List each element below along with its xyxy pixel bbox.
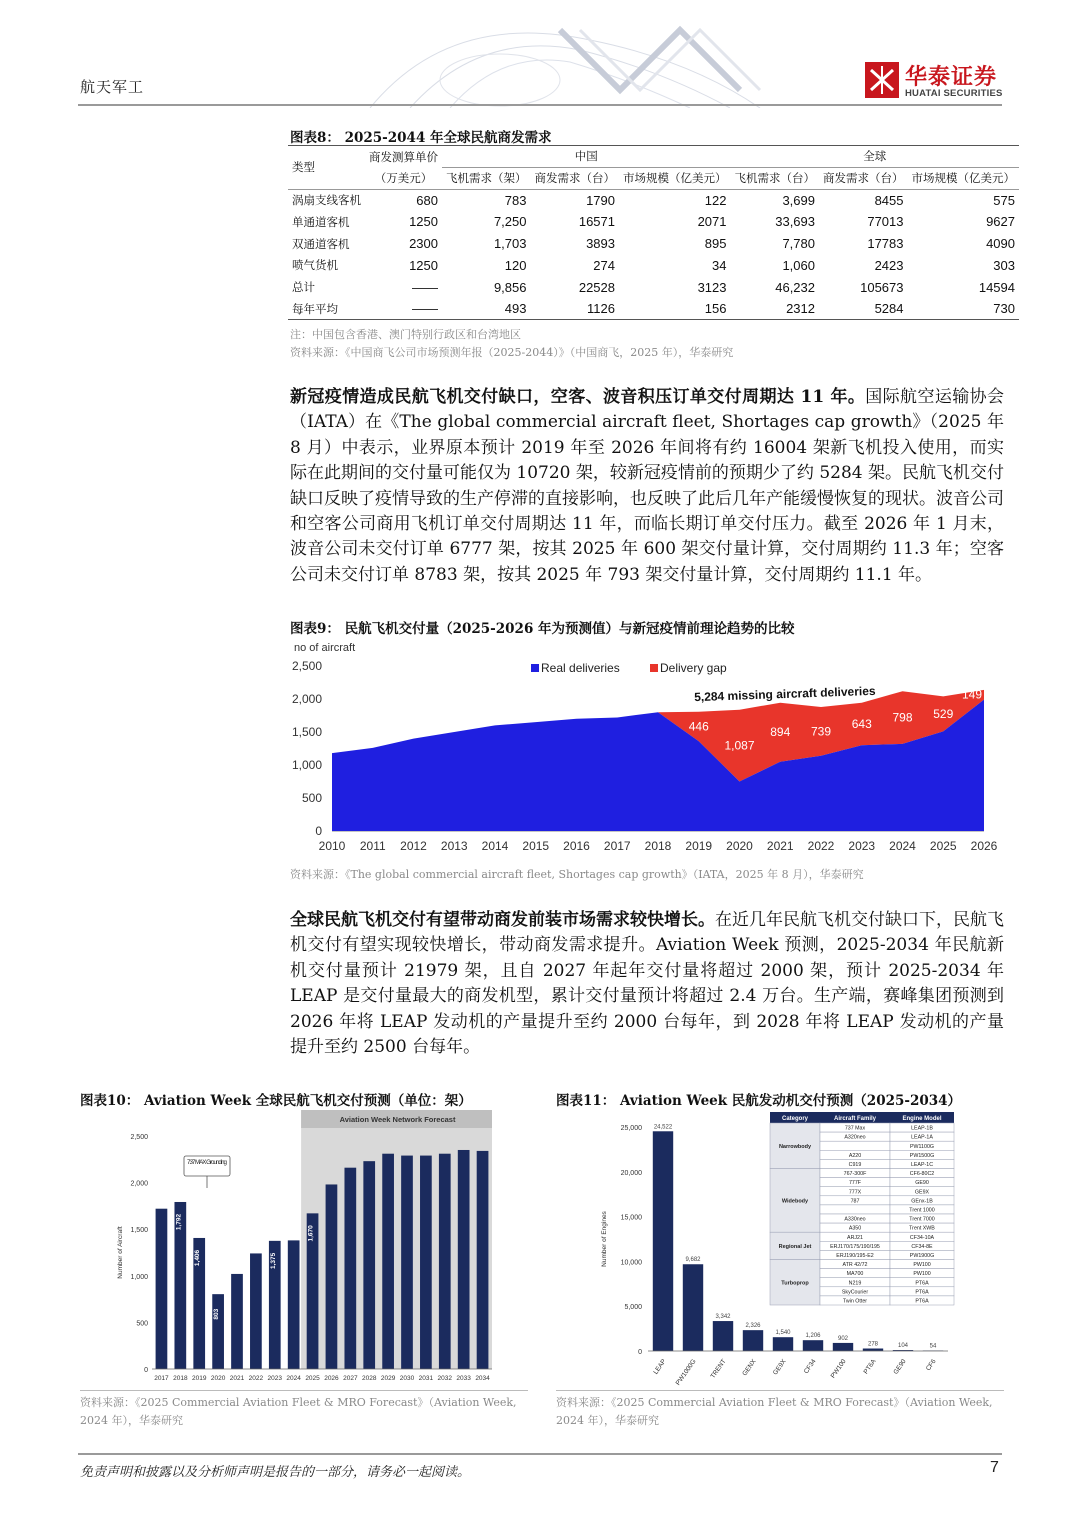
bar [420, 1156, 432, 1369]
y-axis-label: Number of Engines [601, 1211, 608, 1267]
legend-table-aircraft: ARJ21 [847, 1234, 863, 1241]
x-tick-label: 2020 [210, 1375, 226, 1382]
y-tick-label: 2,500 [291, 659, 322, 673]
chart10-caption: 图表10： Aviation Week 全球民航飞机交付预测（单位：架） [80, 1093, 472, 1109]
table-row [288, 233, 1019, 255]
x-tick-label: PW100 [829, 1358, 848, 1380]
footer-rule [78, 1453, 1002, 1455]
table-cell: 1,703 [493, 236, 527, 252]
bar-data-label: 54 [929, 1343, 937, 1350]
table-cell: 680 [416, 192, 438, 208]
legend-table-cell [820, 1141, 890, 1150]
bar [773, 1337, 793, 1351]
legend-table-aircraft: SkyCourier [841, 1289, 869, 1296]
x-tick-label: 2017 [154, 1375, 169, 1382]
bar-data-label: 1,540 [775, 1330, 791, 1337]
legend-label-gap: Delivery gap [660, 661, 727, 675]
bar [458, 1150, 470, 1369]
annotation-text: 737 MAX Grounding [187, 1159, 227, 1166]
legend-table-engine: LEAP-1C [910, 1162, 934, 1168]
table-cell: 120 [504, 257, 527, 273]
legend-table-engine: PT6A [915, 1280, 929, 1287]
table-cell: 7,250 [493, 214, 527, 230]
legend-swatch-gap [650, 664, 658, 672]
table-row [288, 298, 1019, 320]
y-tick-label: 10,000 [620, 1259, 642, 1267]
legend-table-aircraft: 737 Max [844, 1125, 866, 1132]
table8-subheader: 商发需求（台） [823, 171, 904, 186]
legend-table-engine: PW1900G [909, 1253, 935, 1259]
legend-table-engine: GEnx-1B [911, 1198, 933, 1205]
y-tick-label: 1,000 [130, 1273, 148, 1281]
x-tick-label: 2024 [286, 1375, 301, 1382]
legend-table-aircraft: 777X [848, 1189, 862, 1196]
legend-table-engine: Trent 1000 [909, 1207, 935, 1214]
legend-table-aircraft: 767-300F [843, 1171, 867, 1178]
x-tick-label: 2019 [685, 839, 713, 853]
legend-table-aircraft: ATR 42/72 [842, 1262, 868, 1269]
legend-table-aircraft: MA700 [846, 1271, 864, 1278]
bar-data-label: 3,342 [715, 1314, 731, 1321]
legend-table-aircraft: A350 [848, 1225, 862, 1232]
legend-table-engine: CF34-10A [909, 1234, 935, 1241]
bar [250, 1253, 262, 1369]
y-axis-label: Number of Aircraft [117, 1226, 124, 1279]
x-tick-label: 2018 [644, 839, 672, 853]
legend-table-aircraft: 787 [850, 1198, 860, 1205]
table8-subheader: 市场规模（亿美元） [623, 171, 727, 186]
x-tick-label: 2021 [229, 1375, 245, 1382]
table-cell: 1126 [587, 301, 615, 317]
paragraph-2-body: 在近几年民航飞机交付缺口下，民航飞机交付有望实现较快增长，带动商发需求提升。Aviation Week 预测，2025-2034 年民航新机交付量预计 21979 架，且自 2027 年起年交付量将超过 2000 架，预计 2025-2034 年 LEAP 是交付量最大的商发机型，累计交付量预计将超过 2.4 万台。生产端，赛峰集团预测到 2026 年将 LEAP 发动机的产量提升至约 2000 台每年，到 2028 年将 LEAP 发动机的产量提升至约 2500 台每年。 [290, 910, 1004, 1058]
y-tick-label: 2,000 [291, 692, 322, 706]
y-tick-label: 1,500 [291, 725, 322, 739]
legend-table-header: Category [781, 1116, 809, 1122]
chart10-source-line2: 2024 年），华泰研究 [80, 1414, 183, 1427]
x-tick-label: 2030 [399, 1375, 415, 1382]
x-tick-label: 2023 [267, 1375, 283, 1382]
legend-table-engine: GE90 [915, 1180, 929, 1187]
x-tick-label: 2032 [437, 1375, 453, 1382]
legend-table-category: Regional Jet [778, 1243, 812, 1250]
legend-label-real: Real deliveries [541, 661, 620, 675]
table-cell-type: 总计 [292, 280, 315, 295]
forecast-title: Aviation Week Network Forecast [339, 1115, 456, 1124]
x-tick-label: 2023 [848, 839, 876, 853]
table-cell: 17783 [867, 236, 904, 252]
bar-data-label: 1,670 [307, 1225, 315, 1242]
legend-table-aircraft: N219 [848, 1280, 862, 1287]
table8-subheader: 市场规模（亿美元） [911, 171, 1015, 186]
legend-table-engine: CF34-8E [911, 1243, 933, 1250]
bar-data-label: 1,206 [805, 1333, 821, 1340]
x-tick-label: PT6A [862, 1358, 878, 1376]
bar [653, 1131, 673, 1351]
table-cell: 2312 [786, 301, 815, 317]
x-tick-label: 2017 [603, 839, 631, 853]
legend-table-aircraft: Twin Otter [842, 1298, 868, 1305]
chart10-bar-chart [80, 1106, 528, 1388]
x-tick-label: 2028 [361, 1375, 377, 1382]
table-cell: 156 [704, 301, 727, 317]
paragraph-1-lead: 新冠疫情造成民航飞机交付缺口，空客、波音积压订单交付周期达 11 年。 [290, 387, 866, 407]
legend-table-engine: GE9X [914, 1189, 930, 1196]
gap-data-label: 446 [688, 719, 709, 734]
x-tick-label: 2016 [563, 839, 590, 853]
table-cell: 2071 [697, 214, 727, 230]
gap-data-label: 1,087 [724, 738, 755, 753]
table8-subheader: 商发需求（台） [534, 171, 615, 186]
x-tick-label: GE9X [771, 1358, 788, 1377]
legend-table-category: Narrowbody [778, 1143, 812, 1150]
bar [156, 1209, 168, 1369]
chart11-caption: 图表11： Aviation Week 民航发动机交付预测（2025-2034） [556, 1093, 962, 1109]
table-cell: 2423 [874, 257, 904, 273]
x-tick-label: 2026 [324, 1375, 339, 1382]
y-tick-label: 1,000 [291, 758, 322, 772]
table-cell-type: 每年平均 [292, 301, 338, 316]
bar-data-label: 1,406 [194, 1249, 202, 1267]
chart11-source-line2: 2024 年），华泰研究 [556, 1414, 659, 1427]
x-tick-label: GE90 [892, 1358, 908, 1376]
x-tick-label: 2019 [191, 1375, 207, 1382]
legend-table-engine: PW100 [913, 1262, 931, 1269]
legend-table-aircraft: C919 [848, 1162, 862, 1168]
table-cell: 895 [704, 236, 727, 252]
chart9-source: 资料来源：《The global commercial aircraft fleet, Shortages cap growth》（IATA，2025 年 8 月），华泰研究 [290, 868, 864, 881]
bar-data-label: 803 [213, 1308, 221, 1320]
x-tick-label: 2020 [726, 839, 753, 853]
table-cell: 1250 [409, 214, 438, 230]
gap-data-label: 739 [810, 724, 832, 739]
chart11-source-line1: 资料来源：《2025 Commercial Aviation Fleet & MRO Forecast》（Aviation Week, [556, 1396, 993, 1409]
x-tick-label: CF34 [802, 1358, 818, 1376]
legend-table-aircraft: 777F [848, 1180, 862, 1187]
x-tick-label: 2022 [807, 839, 835, 853]
x-tick-label: 2033 [456, 1375, 471, 1382]
bar-data-label: 278 [867, 1341, 879, 1348]
table-row [288, 189, 1019, 211]
bar [477, 1151, 489, 1369]
legend-table-engine: LEAP-1B [911, 1125, 933, 1132]
y-tick-label: 0 [638, 1349, 642, 1356]
table-cell: 303 [993, 257, 1015, 273]
table8-source: 资料来源：《中国商飞公司市场预测年报（2025-2044）》（中国商飞，2025 年），华泰研究 [290, 346, 734, 359]
legend-table-engine: PW1100G [909, 1143, 935, 1150]
table-cell: 34 [712, 257, 727, 273]
legend-table-category: Widebody [781, 1198, 809, 1205]
table8 [288, 145, 1015, 320]
chart10-source-line1: 资料来源：《2025 Commercial Aviation Fleet & MRO Forecast》（Aviation Week, [80, 1396, 517, 1409]
table8-subheader: 飞机需求（台） [734, 171, 815, 186]
legend-table-engine: Trent 7000 [909, 1216, 935, 1223]
legend-table-aircraft: A330neo [844, 1216, 866, 1223]
table-cell: 1250 [409, 257, 438, 273]
gap-annotation: 5,284 missing aircraft deliveries [693, 683, 876, 705]
x-tick-label: 2012 [400, 839, 427, 853]
table-cell: 8455 [874, 192, 904, 208]
x-tick-label: 2025 [929, 839, 957, 853]
table-row [288, 254, 1019, 276]
bar [713, 1321, 733, 1351]
table-cell: 122 [704, 192, 727, 208]
y-tick-label: 0 [315, 824, 322, 838]
page-number: 7 [990, 1459, 999, 1476]
y-tick-label: 25,000 [620, 1125, 642, 1132]
x-tick-label: 2013 [440, 839, 468, 853]
table-row [288, 211, 1019, 233]
x-tick-label: 2018 [173, 1375, 188, 1382]
x-tick-label: 2014 [481, 839, 509, 853]
x-tick-label: PW1000G [674, 1358, 698, 1387]
bar-data-label: 1,792 [175, 1213, 183, 1231]
bar [288, 1240, 300, 1369]
chart9-caption: 图表9： 民航飞机交付量（2025-2026 年为预测值）与新冠疫情前理论趋势的比较 [290, 621, 795, 637]
chart10-divider [80, 1390, 528, 1391]
table-cell: 3893 [586, 236, 615, 252]
table-cell: 7,780 [782, 236, 815, 252]
bar [401, 1156, 413, 1369]
bar [344, 1168, 356, 1369]
huatai-logo-icon [865, 62, 899, 98]
legend-table-header: Aircraft Family [833, 1116, 877, 1122]
chart9-area-chart [288, 638, 1004, 860]
x-tick-label: 2027 [343, 1375, 358, 1382]
y-tick-label: 0 [144, 1367, 148, 1374]
x-tick-label: 2034 [475, 1375, 490, 1382]
logo-text-en: HUATAI SECURITIES [905, 88, 1003, 99]
gap-data-label: 894 [770, 725, 791, 740]
bar-data-label: 1,375 [269, 1252, 277, 1269]
table-cell: 105673 [860, 279, 904, 295]
legend-swatch-real [531, 664, 539, 672]
legend-table-cell [820, 1205, 890, 1214]
y-tick-label: 500 [301, 791, 322, 805]
bar-data-label: 902 [837, 1335, 849, 1342]
bar [382, 1154, 394, 1369]
table-cell-type: 双通道客机 [292, 236, 350, 251]
y-axis-label: no of aircraft [294, 642, 356, 654]
header-decoration [330, 20, 770, 108]
table-cell: 46,232 [775, 279, 815, 295]
x-tick-label: GENX [741, 1358, 758, 1378]
legend-table-engine: PT6A [915, 1298, 929, 1305]
table8-note: 注：中国包含香港、澳门特别行政区和台湾地区 [290, 328, 521, 341]
header-sector: 航天军工 [80, 78, 145, 96]
x-tick-label: 2031 [418, 1375, 434, 1382]
legend-table-engine: PT6A [915, 1289, 929, 1296]
header-rule [78, 104, 1002, 106]
chart11-bar-chart [556, 1106, 1004, 1388]
bar [439, 1154, 451, 1369]
table8-caption: 图表8： 2025-2044 年全球民航商发需求 [290, 130, 552, 146]
legend-table-engine: PW1500G [909, 1152, 935, 1159]
table-cell-type: 单通道客机 [292, 214, 350, 229]
table-cell: 493 [504, 301, 527, 317]
paragraph-1-body: 国际航空运输协会（IATA）在《The global commercial aircraft fleet, Shortages cap growth》（2025 年 8 月）中表示，业界原本预计 2019 年至 2026 年间将有约 16004 架新飞机投入使用，而实际在此期间的交付量可能仅为 10720 架，较新冠疫情前的预期少了约 5284 架。民航飞机交付缺口反映了疫情导致的生产停滞的直接影响，也反映了此后几年产能缓慢恢复的现状。波音公司和空客公司商用飞机订单交付周期达 11 年，而临长期订单交付压力。截至 2026 年 1 月末，波音公司未交付订单 6777 架，按其 2025 年 600 架交付量计算，交付周期约 11.3 年；空客公司未交付订单 8783 架，按其 2025 年 793 架交付量计算，交付周期约 11.1 年。 [290, 387, 1004, 585]
table-cell: 9,856 [493, 279, 527, 295]
table-cell: 14594 [978, 279, 1015, 295]
footer-disclaimer: 免责声明和披露以及分析师声明是报告的一部分，请务必一起阅读。 [80, 1465, 471, 1480]
x-tick-label: 2022 [248, 1375, 264, 1382]
bar [363, 1161, 375, 1369]
legend-table-engine: Trent XWB [909, 1225, 935, 1232]
table-cell: —— [412, 279, 438, 295]
legend-table-engine: PW100 [913, 1271, 931, 1278]
legend-table-header: Engine Model [902, 1116, 942, 1122]
legend-table-aircraft: A320neo [844, 1134, 866, 1141]
bar [743, 1330, 763, 1351]
bar-data-label: 24,522 [653, 1124, 673, 1131]
bar-data-label: 2,326 [745, 1323, 761, 1330]
x-tick-label: 2024 [889, 839, 916, 853]
table-cell: 274 [593, 257, 615, 273]
table8-header-price-unit: （万美元） [374, 170, 433, 185]
table-cell-type: 喷气货机 [292, 258, 338, 273]
table8-header-price: 商发测算单价 [369, 149, 438, 164]
logo-text-cn: 华泰证券 [905, 65, 998, 90]
x-tick-label: 2026 [970, 839, 998, 853]
table-cell: 575 [993, 192, 1015, 208]
legend-table-aircraft: ERJ190/195-E2 [836, 1253, 874, 1259]
table8-header-china: 中国 [442, 146, 731, 168]
table8-header-global: 全球 [731, 146, 1020, 168]
table-row [288, 276, 1019, 298]
paragraph-1 [290, 385, 1004, 588]
chart11-divider [556, 1390, 1004, 1391]
x-tick-label: 2025 [305, 1375, 320, 1382]
x-tick-label: CF6 [924, 1358, 938, 1373]
paragraph-2 [290, 908, 1004, 1060]
table-cell: —— [412, 301, 438, 317]
bar [231, 1274, 243, 1369]
table-cell: 1790 [586, 192, 615, 208]
y-tick-label: 2,000 [130, 1180, 148, 1188]
bar [212, 1294, 224, 1369]
gap-data-label: 149 [961, 687, 983, 702]
y-tick-label: 1,500 [130, 1227, 148, 1235]
bar-data-label: 9,682 [685, 1257, 701, 1264]
x-tick-label: LEAP [652, 1358, 668, 1376]
bar [326, 1184, 338, 1369]
table-cell: 4090 [986, 236, 1015, 252]
y-tick-label: 500 [136, 1320, 148, 1328]
table-cell: 22528 [578, 279, 615, 295]
table-cell-type: 涡扇支线客机 [292, 193, 361, 208]
legend-table-aircraft: ERJ170/175/190/195 [830, 1243, 880, 1250]
table-cell: 3,699 [782, 192, 815, 208]
x-tick-label: 2010 [318, 839, 346, 853]
legend-table-engine: CF6-80C2 [909, 1171, 935, 1178]
gap-data-label: 529 [933, 706, 954, 721]
table8-subheader: 飞机需求（架） [446, 171, 527, 186]
x-tick-label: 2015 [522, 839, 550, 853]
y-tick-label: 15,000 [620, 1214, 642, 1222]
table-cell: 3123 [697, 279, 727, 295]
y-tick-label: 2,500 [130, 1134, 148, 1141]
y-tick-label: 5,000 [624, 1304, 642, 1312]
legend-table-aircraft: A220 [848, 1152, 862, 1159]
legend-table-category: Turboprop [781, 1280, 809, 1287]
table-cell: 1,060 [782, 257, 815, 273]
bar-data-label: 104 [897, 1343, 909, 1350]
y-tick-label: 20,000 [620, 1169, 642, 1177]
table-cell: 9627 [986, 214, 1015, 230]
table-cell: 33,693 [775, 214, 815, 230]
table-cell: 2300 [409, 236, 438, 252]
legend-table-engine: LEAP-1A [911, 1134, 933, 1141]
table-cell: 783 [504, 192, 527, 208]
table8-header-type: 类型 [292, 160, 315, 175]
x-tick-label: 2011 [359, 839, 386, 853]
x-tick-label: 2029 [380, 1375, 396, 1382]
table-cell: 77013 [867, 214, 904, 230]
bar [803, 1340, 823, 1351]
gap-data-label: 643 [851, 716, 872, 731]
paragraph-2-lead: 全球民航飞机交付有望带动商发前装市场需求较快增长。 [290, 910, 715, 930]
gap-data-label: 798 [892, 710, 913, 725]
table-cell: 5284 [874, 301, 904, 317]
bar [833, 1343, 853, 1351]
table-cell: 16571 [578, 214, 615, 230]
x-tick-label: TRENT [709, 1358, 728, 1380]
bar [683, 1264, 703, 1351]
x-tick-label: 2021 [766, 839, 794, 853]
table-cell: 730 [993, 301, 1015, 317]
